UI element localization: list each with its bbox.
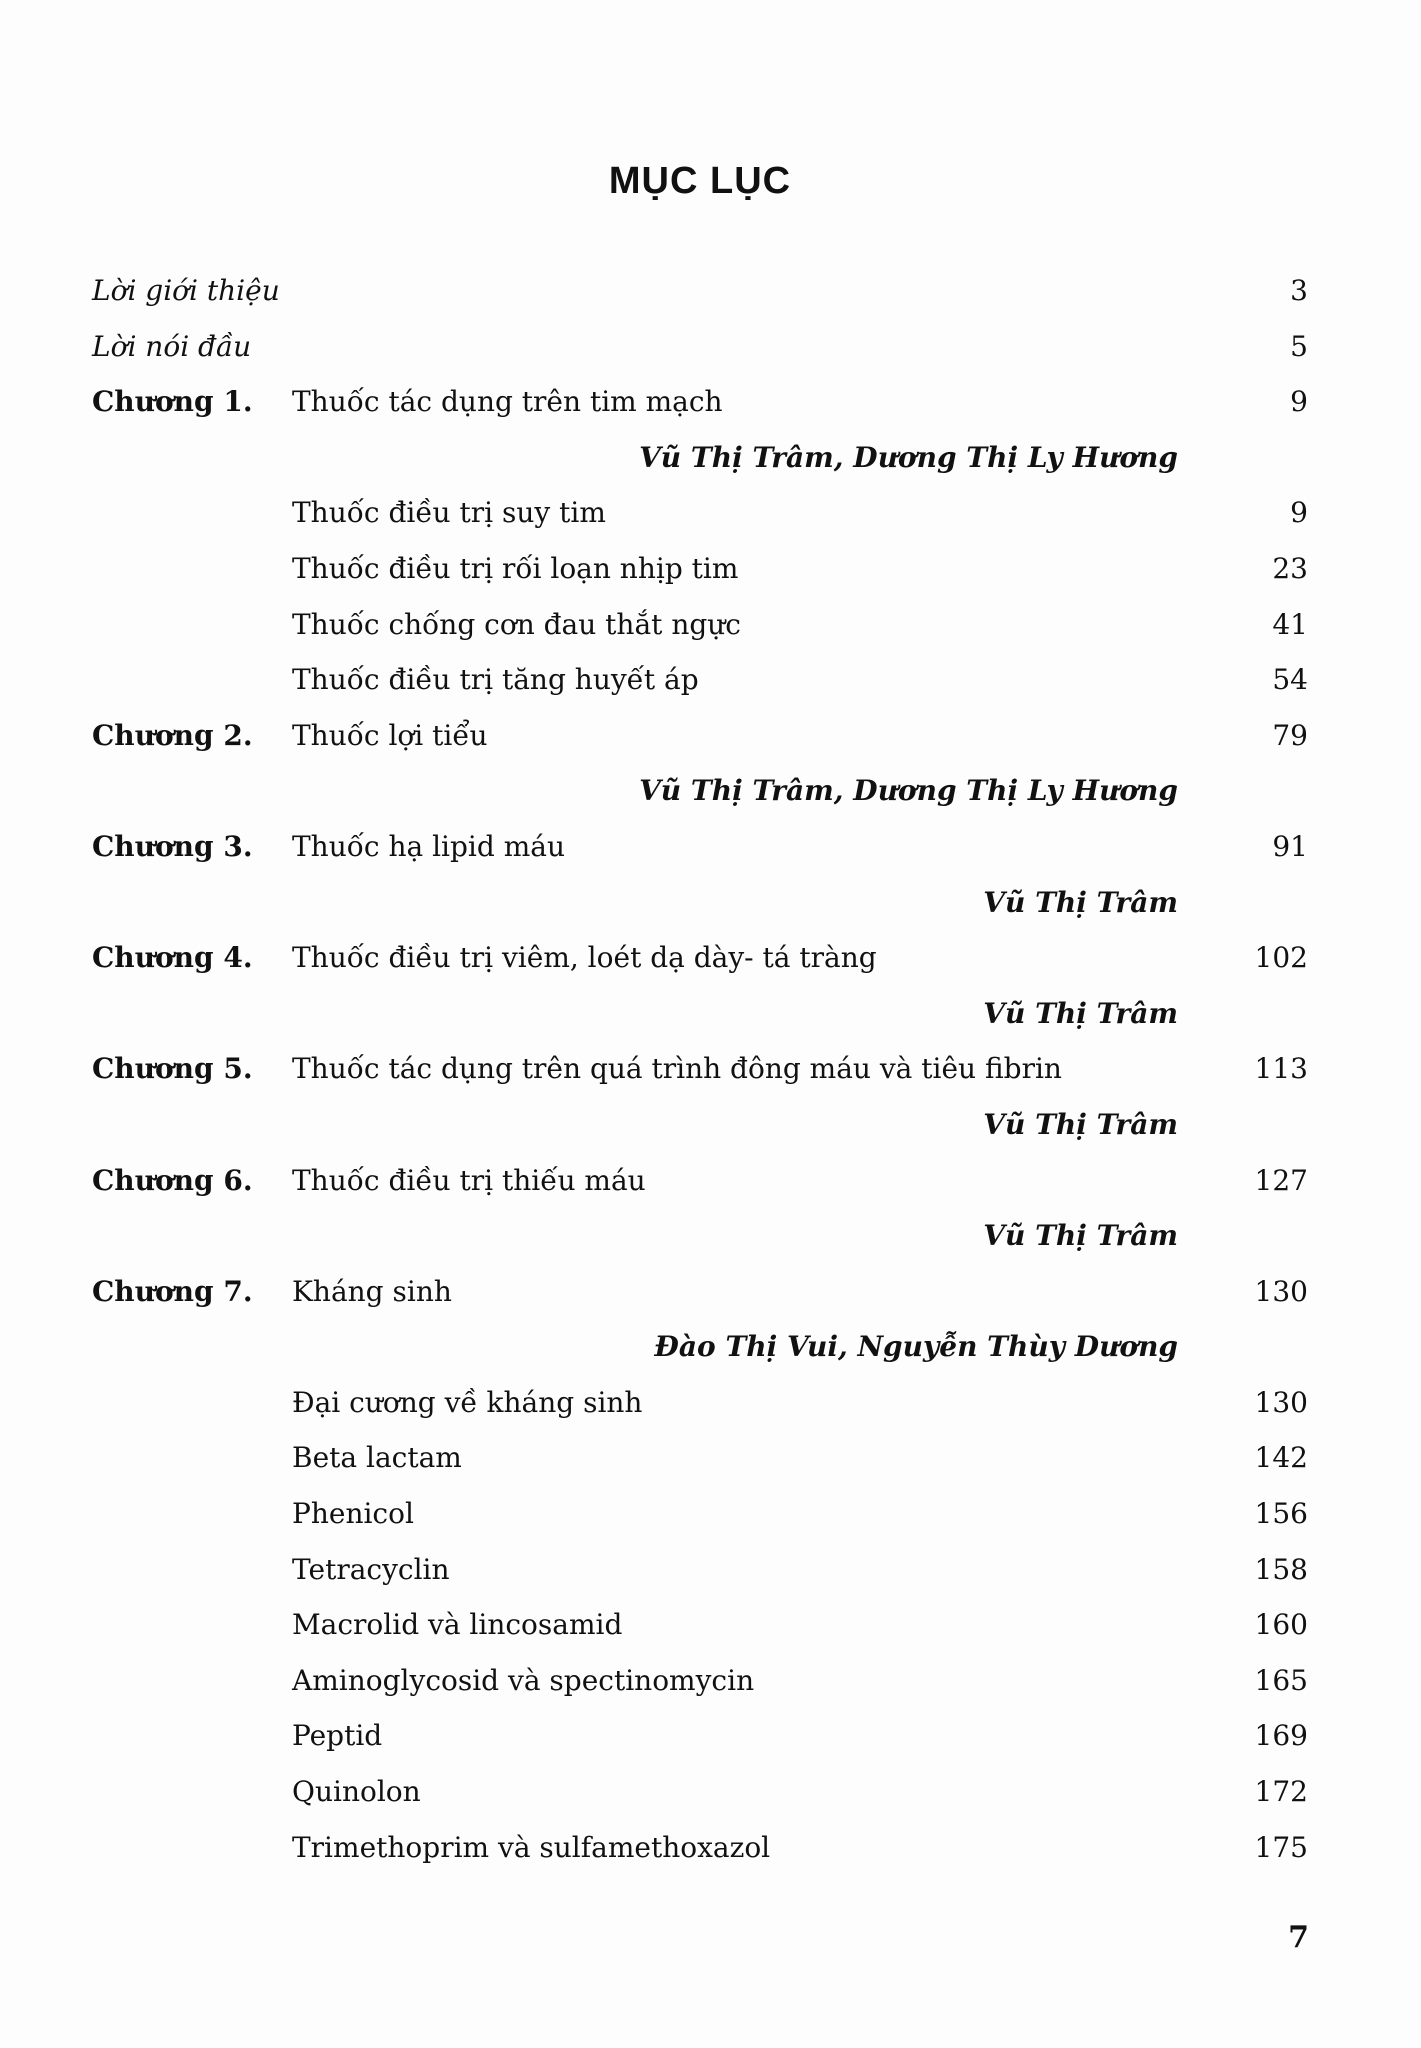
entry-title: Trimethoprim và sulfamethoxazol bbox=[292, 1830, 771, 1864]
toc-sub-row bbox=[92, 1430, 1308, 1486]
toc-sub-row bbox=[92, 541, 1308, 597]
entry-page-number: 5 bbox=[1290, 329, 1308, 363]
entry-page-number: 130 bbox=[1254, 1274, 1308, 1308]
entry-title: Macrolid và lincosamid bbox=[292, 1608, 623, 1642]
toc-sub-row bbox=[92, 1486, 1308, 1542]
entry-title: Thuốc tác dụng trên quá trình đông máu và tiêu fibrin bbox=[292, 1052, 1062, 1086]
entry-title: Thuốc tác dụng trên tim mạch bbox=[292, 385, 723, 419]
entry-title: Thuốc chống cơn đau thắt ngực bbox=[292, 607, 741, 641]
toc-sub-row bbox=[92, 1597, 1308, 1653]
toc-chapter-row bbox=[92, 1041, 1308, 1097]
page-title: MỤC LỤC bbox=[608, 160, 792, 202]
entry-title: Thuốc lợi tiểu bbox=[292, 718, 488, 752]
entry-page-number: 41 bbox=[1272, 607, 1308, 641]
chapter-authors: Đào Thị Vui, Nguyễn Thùy Dương bbox=[654, 1330, 1178, 1364]
toc-author-row bbox=[92, 763, 1308, 819]
entry-title: Thuốc điều trị rối loạn nhịp tim bbox=[292, 551, 739, 585]
toc-front-row bbox=[92, 319, 1308, 375]
toc-sub-row bbox=[92, 1542, 1308, 1598]
entry-page-number: 91 bbox=[1272, 829, 1308, 863]
entry-page-number: 9 bbox=[1290, 385, 1308, 419]
toc-author-row bbox=[92, 1097, 1308, 1153]
entry-title: Thuốc điều trị viêm, loét dạ dày- tá tràng bbox=[292, 941, 877, 975]
toc-sub-row bbox=[92, 1653, 1308, 1709]
chapter-authors: Vũ Thị Trâm bbox=[983, 996, 1178, 1030]
entry-title: Phenicol bbox=[292, 1497, 414, 1531]
chapter-number: Chương 1. bbox=[92, 385, 253, 419]
entry-page-number: 3 bbox=[1290, 274, 1308, 307]
entry-title: Thuốc hạ lipid máu bbox=[292, 829, 565, 863]
toc-author-row bbox=[92, 430, 1308, 486]
table-of-contents bbox=[92, 263, 1308, 1875]
entry-title: Thuốc điều trị thiếu máu bbox=[292, 1163, 646, 1197]
entry-page-number: 9 bbox=[1290, 496, 1308, 530]
entry-page-number: 102 bbox=[1254, 941, 1308, 975]
entry-page-number: 172 bbox=[1254, 1775, 1308, 1809]
chapter-number: Chương 4. bbox=[92, 941, 253, 975]
toc-chapter-row bbox=[92, 708, 1308, 764]
entry-page-number: 127 bbox=[1254, 1163, 1308, 1197]
entry-title: Đại cương về kháng sinh bbox=[292, 1385, 643, 1419]
entry-title: Quinolon bbox=[292, 1775, 421, 1809]
entry-page-number: 79 bbox=[1272, 718, 1308, 752]
entry-title: Thuốc điều trị tăng huyết áp bbox=[292, 663, 699, 697]
chapter-number: Chương 2. bbox=[92, 718, 253, 752]
toc-sub-row bbox=[92, 652, 1308, 708]
entry-page-number: 142 bbox=[1254, 1441, 1308, 1475]
entry-page-number: 169 bbox=[1254, 1719, 1308, 1753]
chapter-number: Chương 3. bbox=[92, 829, 253, 863]
entry-page-number: 130 bbox=[1254, 1385, 1308, 1419]
toc-chapter-row bbox=[92, 1264, 1308, 1320]
entry-page-number: 54 bbox=[1272, 663, 1308, 697]
toc-sub-row bbox=[92, 1820, 1308, 1876]
toc-chapter-row bbox=[92, 930, 1308, 986]
toc-author-row bbox=[92, 1319, 1308, 1375]
front-matter-title: Lời giới thiệu bbox=[92, 274, 280, 307]
toc-sub-row bbox=[92, 485, 1308, 541]
entry-page-number: 175 bbox=[1254, 1830, 1308, 1864]
toc-author-row bbox=[92, 986, 1308, 1042]
toc-sub-row bbox=[92, 1375, 1308, 1431]
entry-title: Kháng sinh bbox=[292, 1274, 452, 1308]
toc-sub-row bbox=[92, 597, 1308, 653]
entry-title: Aminoglycosid và spectinomycin bbox=[292, 1663, 755, 1697]
chapter-authors: Vũ Thị Trâm bbox=[983, 1219, 1178, 1253]
toc-chapter-row bbox=[92, 819, 1308, 875]
toc-front-row bbox=[92, 263, 1308, 319]
toc-chapter-row bbox=[92, 374, 1308, 430]
entry-page-number: 156 bbox=[1254, 1497, 1308, 1531]
chapter-number: Chương 5. bbox=[92, 1052, 253, 1086]
chapter-number: Chương 6. bbox=[92, 1163, 253, 1197]
chapter-authors: Vũ Thị Trâm, Dương Thị Ly Hương bbox=[639, 440, 1178, 474]
entry-page-number: 160 bbox=[1254, 1608, 1308, 1642]
toc-sub-row bbox=[92, 1708, 1308, 1764]
front-matter-title: Lời nói đầu bbox=[92, 329, 252, 363]
chapter-number: Chương 7. bbox=[92, 1274, 253, 1308]
entry-page-number: 158 bbox=[1254, 1552, 1308, 1586]
chapter-authors: Vũ Thị Trâm bbox=[983, 1107, 1178, 1141]
entry-page-number: 113 bbox=[1254, 1052, 1308, 1086]
toc-chapter-row bbox=[92, 1153, 1308, 1209]
entry-title: Thuốc điều trị suy tim bbox=[292, 496, 606, 530]
entry-title: Peptid bbox=[292, 1719, 383, 1753]
page-number: 7 bbox=[1288, 1920, 1309, 1955]
entry-title: Beta lactam bbox=[292, 1441, 462, 1475]
entry-page-number: 23 bbox=[1272, 551, 1308, 585]
entry-title: Tetracyclin bbox=[292, 1552, 450, 1586]
toc-author-row bbox=[92, 875, 1308, 931]
chapter-authors: Vũ Thị Trâm bbox=[983, 885, 1178, 919]
entry-page-number: 165 bbox=[1254, 1663, 1308, 1697]
chapter-authors: Vũ Thị Trâm, Dương Thị Ly Hương bbox=[639, 774, 1178, 808]
toc-sub-row bbox=[92, 1764, 1308, 1820]
toc-author-row bbox=[92, 1208, 1308, 1264]
